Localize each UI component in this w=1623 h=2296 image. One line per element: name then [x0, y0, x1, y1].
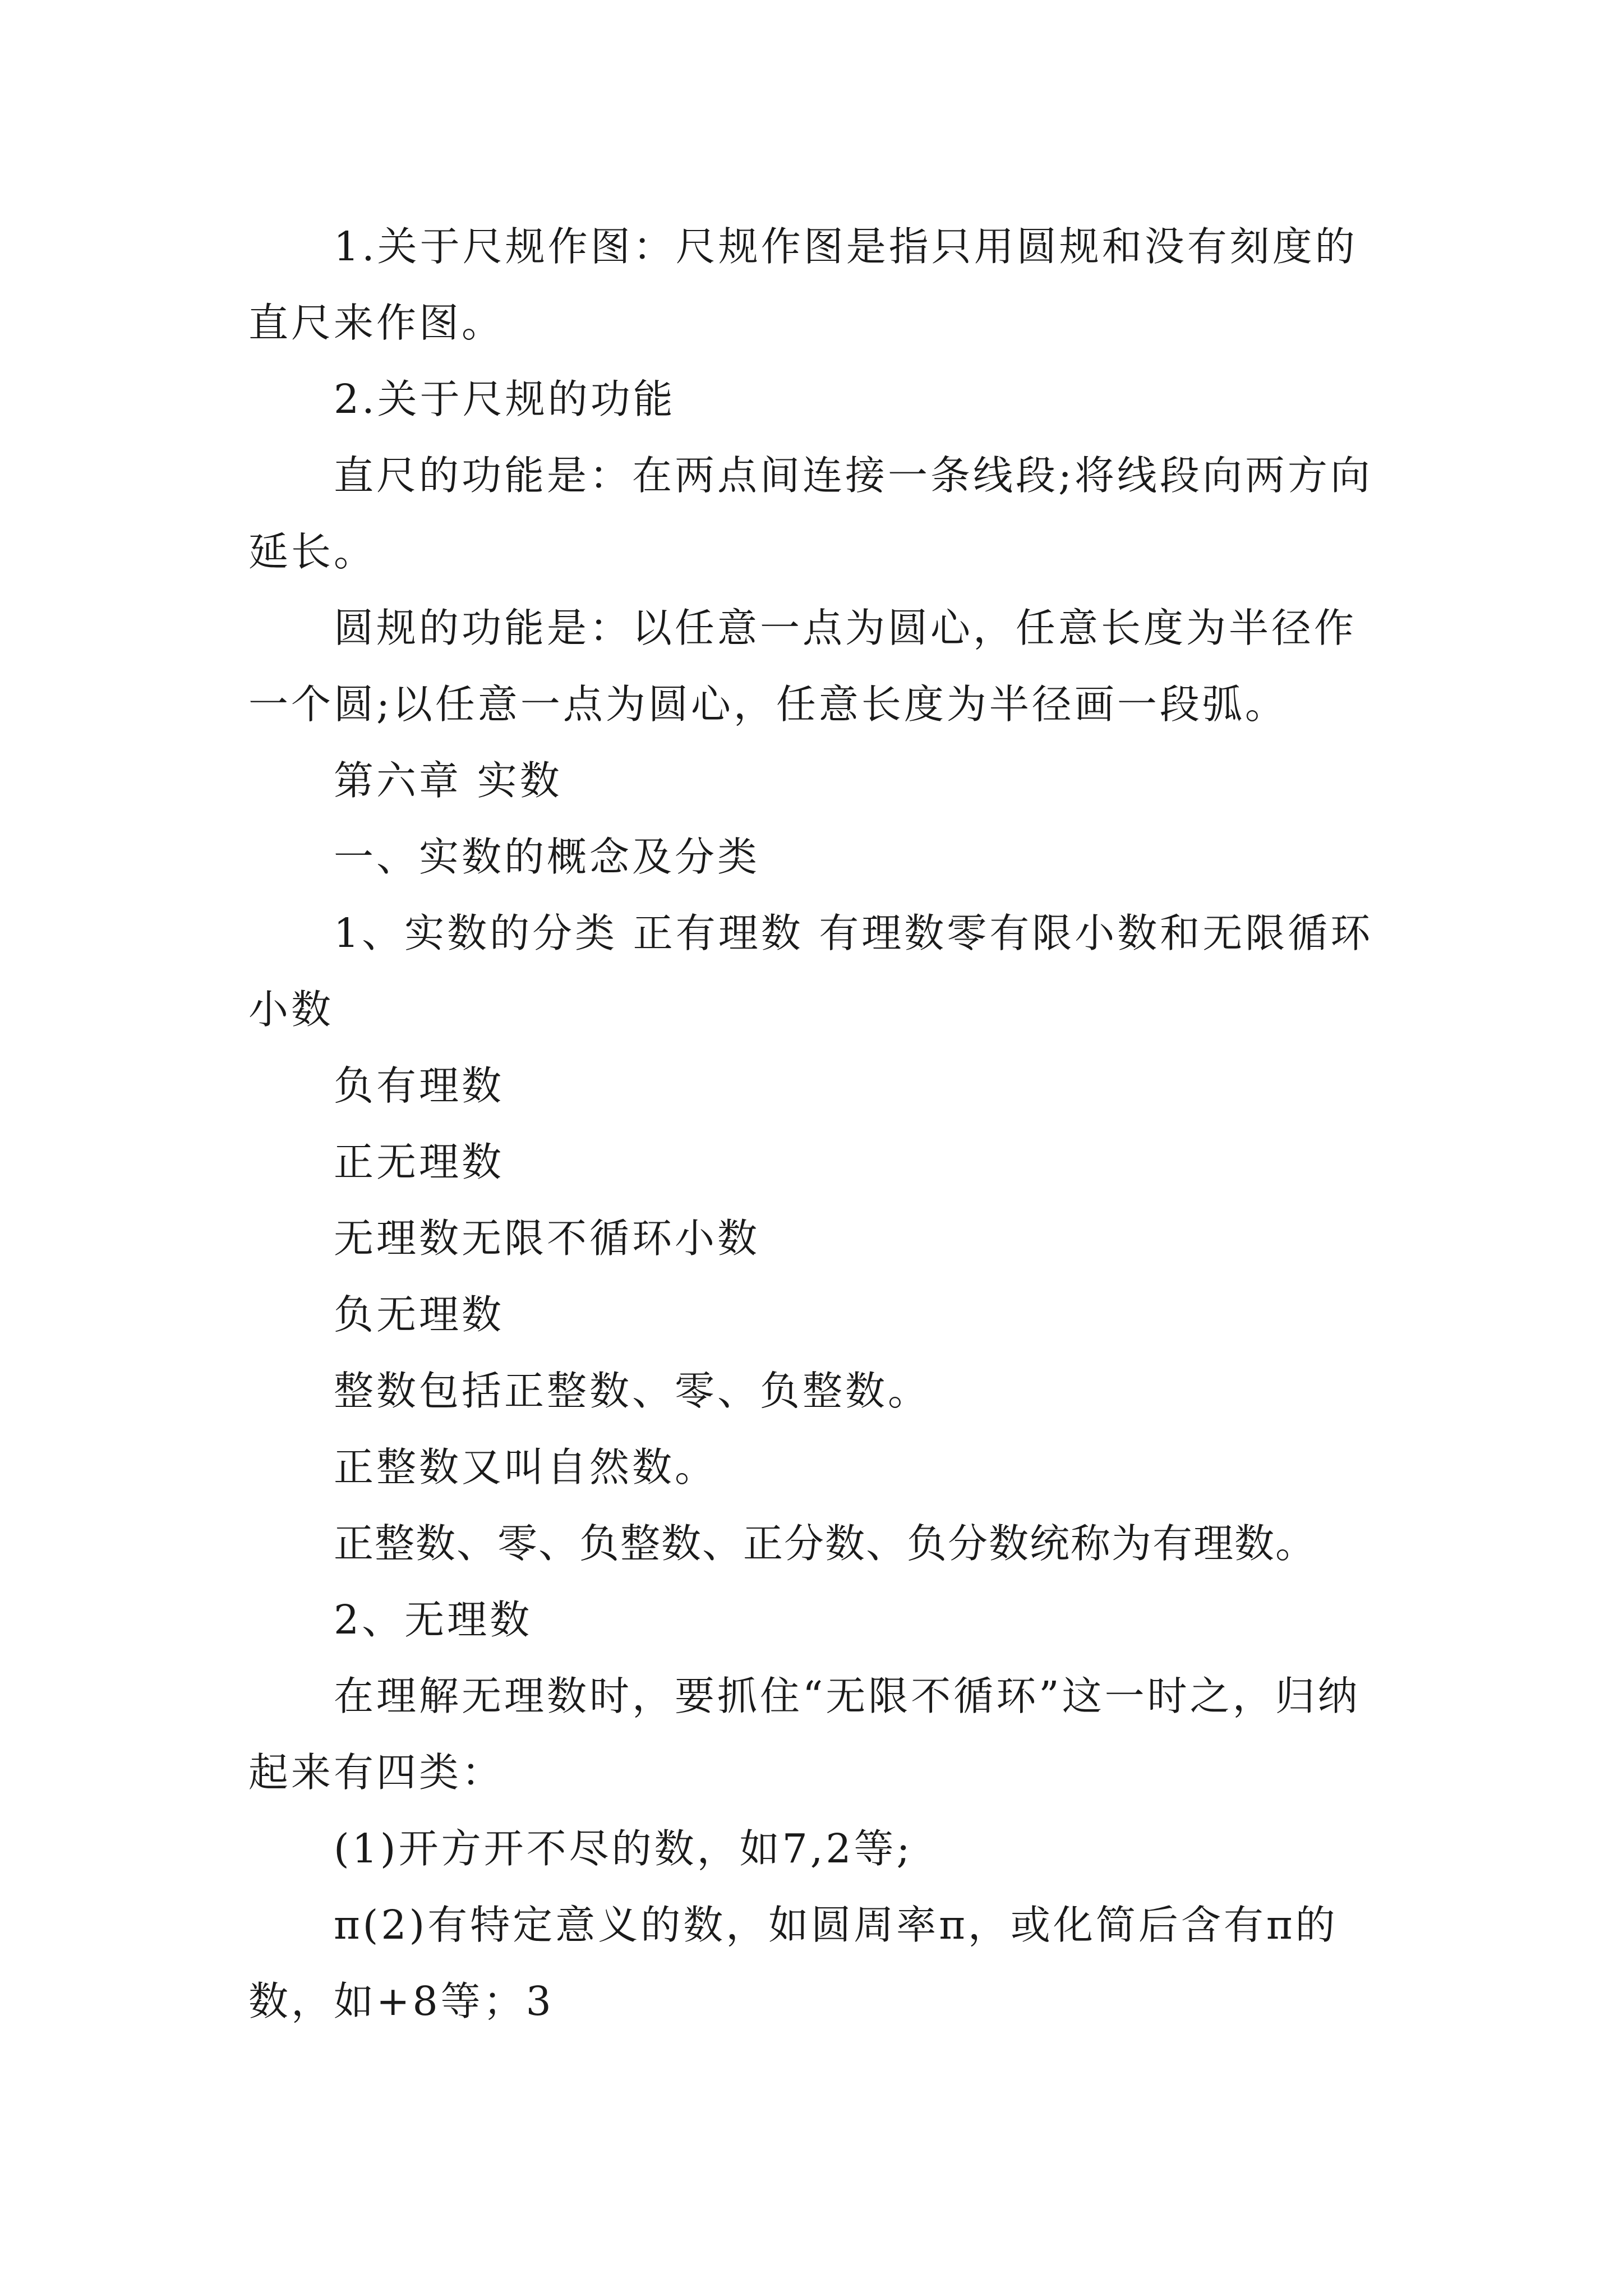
- paragraph-irrational-definition: 无理数无限不循环小数: [334, 1215, 760, 1262]
- paragraph-ruler-compass-functions-heading: 2.关于尺规的功能: [334, 376, 676, 422]
- paragraph-irrational-heading: 2、无理数: [334, 1596, 533, 1643]
- paragraph-item-one: (1)开方开不尽的数，如7,2等;: [334, 1825, 913, 1872]
- paragraph-ruler-function: 直尺的功能是：在两点间连接一条线段;将线段向两方向延长。: [248, 452, 1373, 575]
- paragraph-irrational-understanding: 在理解无理数时，要抓住“无限不循环”这一时之，归纳起来有四类：: [248, 1673, 1361, 1796]
- paragraph-real-number-classification: 1、实数的分类 正有理数 有理数零有限小数和无限循环小数: [248, 910, 1373, 1033]
- paragraph-rational-numbers: 正整数、零、负整数、正分数、负分数统称为有理数。: [334, 1520, 1317, 1567]
- paragraph-section-one-title: 一、实数的概念及分类: [334, 834, 760, 880]
- paragraph-integers: 整数包括正整数、零、负整数。: [334, 1368, 931, 1414]
- paragraph-ruler-compass-definition: 1.关于尺规作图：尺规作图是指只用圆规和没有刻度的直尺来作图。: [248, 223, 1358, 346]
- paragraph-natural-numbers: 正整数又叫自然数。: [334, 1444, 718, 1490]
- paragraph-negative-rational: 负有理数: [334, 1062, 505, 1109]
- paragraph-compass-function: 圆规的功能是：以任意一点为圆心，任意长度为半径作一个圆;以任意一点为圆心，任意长度为半径画一段弧。: [248, 605, 1357, 728]
- document-body: [248, 209, 1387, 2040]
- paragraph-item-two: π(2)有特定意义的数，如圆周率π，或化简后含有π的数，如+8等；3: [248, 1902, 1338, 2024]
- paragraph-positive-irrational: 正无理数: [334, 1139, 505, 1185]
- paragraph-chapter-six-title: 第六章 实数: [334, 757, 562, 804]
- paragraph-negative-irrational: 负无理数: [334, 1291, 505, 1338]
